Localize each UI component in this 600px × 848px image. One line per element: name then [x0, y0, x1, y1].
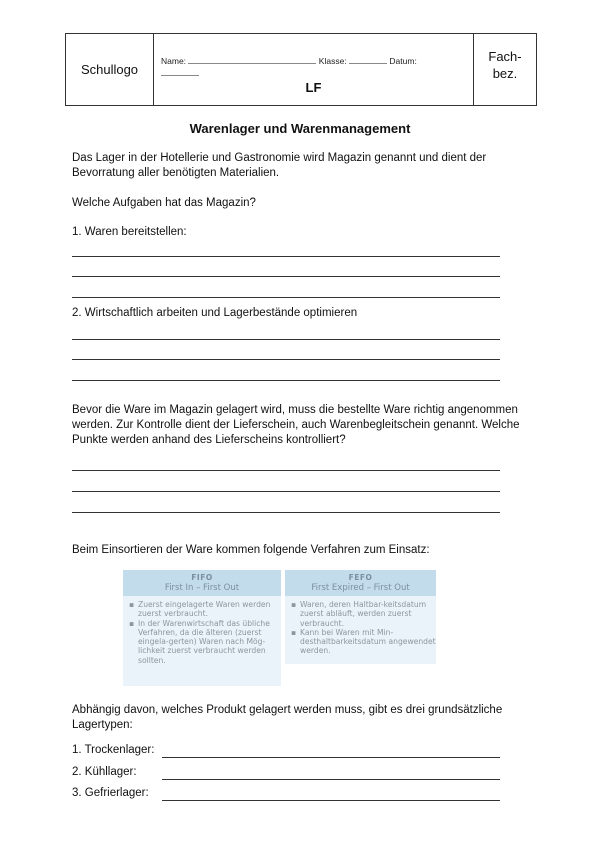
answer-line[interactable]: [162, 800, 500, 801]
delivery-note-paragraph: Bevor die Ware im Magazin gelagert wird, muss die bestellte Ware richtig angenommen werden. Zur Kontrolle dient der Lieferschein, auch Warenbegleitschein genannt. Welche Punkte werden anhand des Lieferscheins kontrolliert?: [72, 404, 520, 446]
fifo-point: ▪ In der Warenwirtschaft das übliche Verfahren, da die älteren (zuerst eingela-gerten) Waren nach Mög-lichkeit zuerst verbraucht werden sollten.: [129, 619, 281, 665]
storage-intro: Abhängig davon, welches Produkt gelagert werden muss, gibt es drei grundsätzliche Lagertypen:: [72, 704, 503, 731]
student-info-cell: [154, 34, 474, 105]
fefo-full: First Expired – First Out: [311, 583, 410, 593]
fefo-header: [285, 570, 436, 596]
fifo-points: [123, 600, 281, 665]
date-label: Datum:: [389, 56, 417, 66]
answer-line[interactable]: [72, 256, 500, 257]
answer-line[interactable]: [72, 359, 500, 360]
school-logo-cell: [66, 34, 154, 105]
answer-line[interactable]: [72, 339, 500, 340]
name-label: Name:: [161, 56, 187, 66]
fefo-points: [285, 600, 436, 656]
fefo-point: ▪ Kann bei Waren mit Min-desthaltbarkeitsdatum angewendet werden.: [291, 628, 436, 656]
class-label: Klasse:: [318, 56, 347, 66]
subject-cell: [474, 34, 536, 105]
storage-type-freezer: 3. Gefrierlager:: [72, 787, 149, 799]
school-logo-text: Schullogo: [80, 62, 139, 77]
fifo-abbr: FIFO: [191, 573, 213, 582]
answer-line[interactable]: [72, 470, 500, 471]
name-blank[interactable]: [188, 54, 316, 64]
date-blank[interactable]: [161, 66, 199, 76]
answer-line[interactable]: [72, 276, 500, 277]
page-title: Warenlager und Warenmanagement: [189, 121, 411, 136]
answer-line[interactable]: [72, 512, 500, 513]
answer-line[interactable]: [72, 491, 500, 492]
fifo-full: First In – First Out: [164, 583, 240, 593]
sorting-intro: Beim Einsortieren der Ware kommen folgende Verfahren zum Einsatz:: [72, 544, 430, 556]
question-tasks: Welche Aufgaben hat das Magazin?: [72, 197, 256, 209]
answer-line[interactable]: [72, 380, 500, 381]
answer-line[interactable]: [162, 757, 500, 758]
fefo-box: [285, 570, 436, 664]
answer-line[interactable]: [162, 779, 500, 780]
storage-type-cool: 2. Kühllager:: [72, 766, 137, 778]
fefo-point: ▪ Waren, deren Haltbar-keitsdatum zuerst abläuft, werden zuerst verbraucht.: [291, 600, 436, 628]
answer-line[interactable]: [72, 297, 500, 298]
fifo-point: ▪ Zuerst eingelagerte Waren werden zuerst verbraucht.: [129, 600, 281, 619]
class-blank[interactable]: [349, 54, 387, 64]
task-2-label: 2. Wirtschaftlich arbeiten und Lagerbestände optimieren: [72, 307, 358, 319]
storage-type-dry: 1. Trockenlager:: [72, 744, 155, 756]
fefo-abbr: FEFO: [348, 573, 373, 582]
intro-text: Das Lager in der Hotellerie und Gastronomie wird Magazin genannt und dient der Bevorratung aller benötigten Materialien.: [72, 152, 487, 179]
header-table: [65, 33, 537, 106]
fifo-header: [123, 570, 281, 596]
task-1-label: 1. Waren bereitstellen:: [72, 226, 187, 238]
fifo-box: [123, 570, 281, 686]
subject-label: Fach- bez.: [488, 49, 522, 81]
learning-field-label: LF: [305, 80, 322, 95]
student-info-fields: [161, 54, 471, 78]
